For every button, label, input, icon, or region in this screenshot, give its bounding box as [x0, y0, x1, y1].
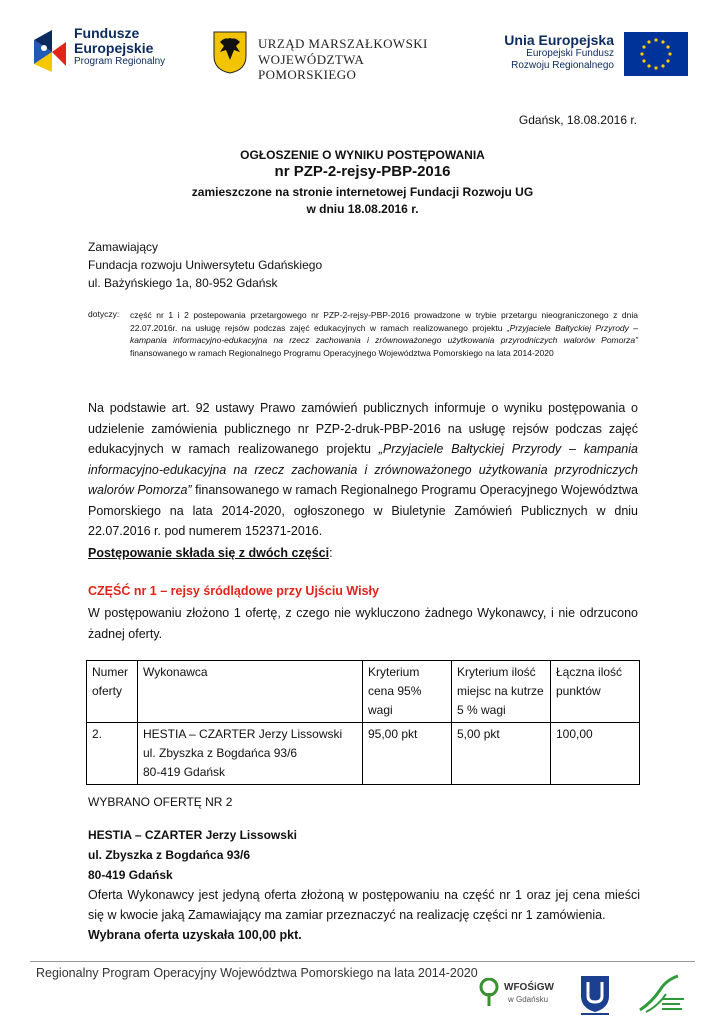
- selected-contractor: [88, 825, 297, 885]
- concerns-label: dotyczy:: [88, 309, 120, 319]
- offer-number: 2.: [87, 723, 138, 785]
- um-logo-line2: WOJEWÓDZTWA POMORSKIEGO: [258, 51, 364, 83]
- fundusze-europejskie-mark-icon: [30, 26, 70, 74]
- selected-contractor-name: HESTIA – CZARTER Jerzy Lissowski: [88, 828, 297, 842]
- table-header-row: [87, 661, 640, 723]
- proceeding-number: nr PZP-2-rejsy-PBP-2016: [274, 163, 451, 180]
- wfosigw-logo: [478, 976, 558, 1012]
- footer-program-name: Regionalny Program Operacyjny Województwa Pomorskiego na lata 2014-2020: [36, 966, 478, 980]
- contracting-authority-address: ul. Bażyńskiego 1a, 80-952 Gdańsk: [88, 276, 278, 290]
- ue-logo-line2: Europejski Fundusz: [526, 48, 614, 60]
- table-header-cell: Łączna ilość punktów: [551, 661, 640, 723]
- unia-europejska-logo: [500, 32, 695, 82]
- legal-basis-paragraph: Na podstawie art. 92 ustawy Prawo zamówień publicznych informuje o wyniku postępowania o udzielenie zamówienia publicznego nr PZP-2-druk-PBP-2016 na usługę rejsów podczas zajęć edukacyjnych w ramach realizowanego projektu „Przyjaciele Bałtyckiej Przyrody – kampania informacyjno-edukacyjna na rzecz zachowania i zrównoważonego użytkowania przyrodniczych walorów Pomorza” finansowanego w ramach Regionalnego Programu Operacyjnego Województwa Pomorskiego na lata 2014-2020, ogłoszonego w Biuletynie Zamówień Publicznych w dniu 22.07.2016 r. pod numerem 152371-2016.: [88, 401, 638, 538]
- um-logo-line1: URZĄD MARSZAŁKOWSKI: [258, 36, 428, 51]
- selected-contractor-city: 80-419 Gdańsk: [88, 868, 173, 882]
- table-header-cell: Numer oferty: [87, 661, 138, 723]
- footer-divider: [30, 961, 695, 962]
- offer-capacity-score: 5,00 pkt: [452, 723, 551, 785]
- table-row: [87, 723, 640, 785]
- selected-offer-heading: WYBRANO OFERTĘ NR 2: [88, 795, 233, 809]
- university-gdansk-logo-icon: [575, 972, 615, 1016]
- offer-price-score: 95,00 pkt: [363, 723, 452, 785]
- ue-logo-line3: Rozwoju Regionalnego: [511, 59, 614, 71]
- fundusze-europejskie-logo: [30, 24, 180, 82]
- concerns-text: część nr 1 i 2 postepowania przetargowego nr PZP-2-rejsy-PBP-2016 prowadzone w trybie przetargu nieograniczonego z dnia 22.07.2016r. na usługę rejsów podczas zajęć edukacyjnych w ramach realizowanego projektu „Przyjaciele Bałtyckiej Przyrody – kampania informacyjno-edukacyjna na rzecz zachowania i zrównoważonego użytkowania przyrodniczych walorów Pomorza” finansowanego w ramach Regionalnego Programu Operacyjnego Województwa Pomorskiego na lata 2014-2020: [130, 310, 638, 358]
- contracting-authority-name: Fundacja rozwoju Uniwersytetu Gdańskiego: [88, 258, 323, 272]
- offer-total-score: 100,00: [551, 723, 640, 785]
- table-header-cell: Kryterium cena 95% wagi: [363, 661, 452, 723]
- publication-date: w dniu 18.08.2016 r.: [306, 202, 419, 216]
- fe-logo-line3: Program Regionalny: [74, 56, 166, 68]
- publication-note: zamieszczone na stronie internetowej Fundacji Rozwoju UG: [191, 185, 534, 199]
- eu-flag-icon: [624, 32, 688, 76]
- score-note: Wybrana oferta uzyskała 100,00 pkt.: [88, 928, 302, 942]
- part1-title: CZĘŚĆ nr 1 – rejsy śródlądowe przy Ujściu Wisły: [88, 584, 379, 598]
- document-date: Gdańsk, 18.08.2016 r.: [518, 113, 637, 127]
- offer-contractor: HESTIA – CZARTER Jerzy Lissowski ul. Zbyszka z Bogdańca 93/6 80-419 Gdańsk: [138, 723, 363, 785]
- offers-table: [86, 660, 640, 785]
- table-header-cell: Kryterium ilość miejsc na kutrze 5 % wagi: [452, 661, 551, 723]
- parts-heading: Postępowanie składa się z dwóch części:: [88, 546, 333, 560]
- ue-logo-line1: Unia Europejska: [504, 32, 614, 48]
- urzad-marszalkowski-logo: [212, 30, 452, 83]
- selected-contractor-street: ul. Zbyszka z Bogdańca 93/6: [88, 848, 251, 862]
- pomorskie-crest-icon: [212, 30, 248, 74]
- part1-description: W postępowaniu złożono 1 ofertę, z czego nie wykluczono żadnego Wykonawcy, i nie odrzucono żadnej oferty.: [88, 606, 638, 641]
- selection-justification: Oferta Wykonawcy jest jedyną oferta złożoną w postępowaniu na część nr 1 oraz jej cena mieści się w kwocie jaką Zamawiający ma zamiar przeznaczyć na realizację części nr 1 zamówienia. Wybrana oferta uzyskała 100,00 pkt.: [88, 885, 640, 945]
- announcement-title: OGŁOSZENIE O WYNIKU POSTĘPOWANIA: [240, 148, 485, 162]
- fe-logo-line2: Europejskie: [74, 39, 154, 56]
- fe-logo-line1: Fundusze: [74, 25, 140, 41]
- tree-icon: [478, 978, 500, 1008]
- contracting-authority: [88, 238, 322, 292]
- wfosigw-name: WFOŚiGW: [504, 982, 554, 993]
- contracting-authority-label: Zamawiający: [88, 240, 159, 254]
- wfosigw-city: w Gdańsku: [508, 995, 549, 1004]
- table-header-cell: Wykonawca: [138, 661, 363, 723]
- fundacja-rozwoju-ug-logo-icon: [636, 972, 686, 1016]
